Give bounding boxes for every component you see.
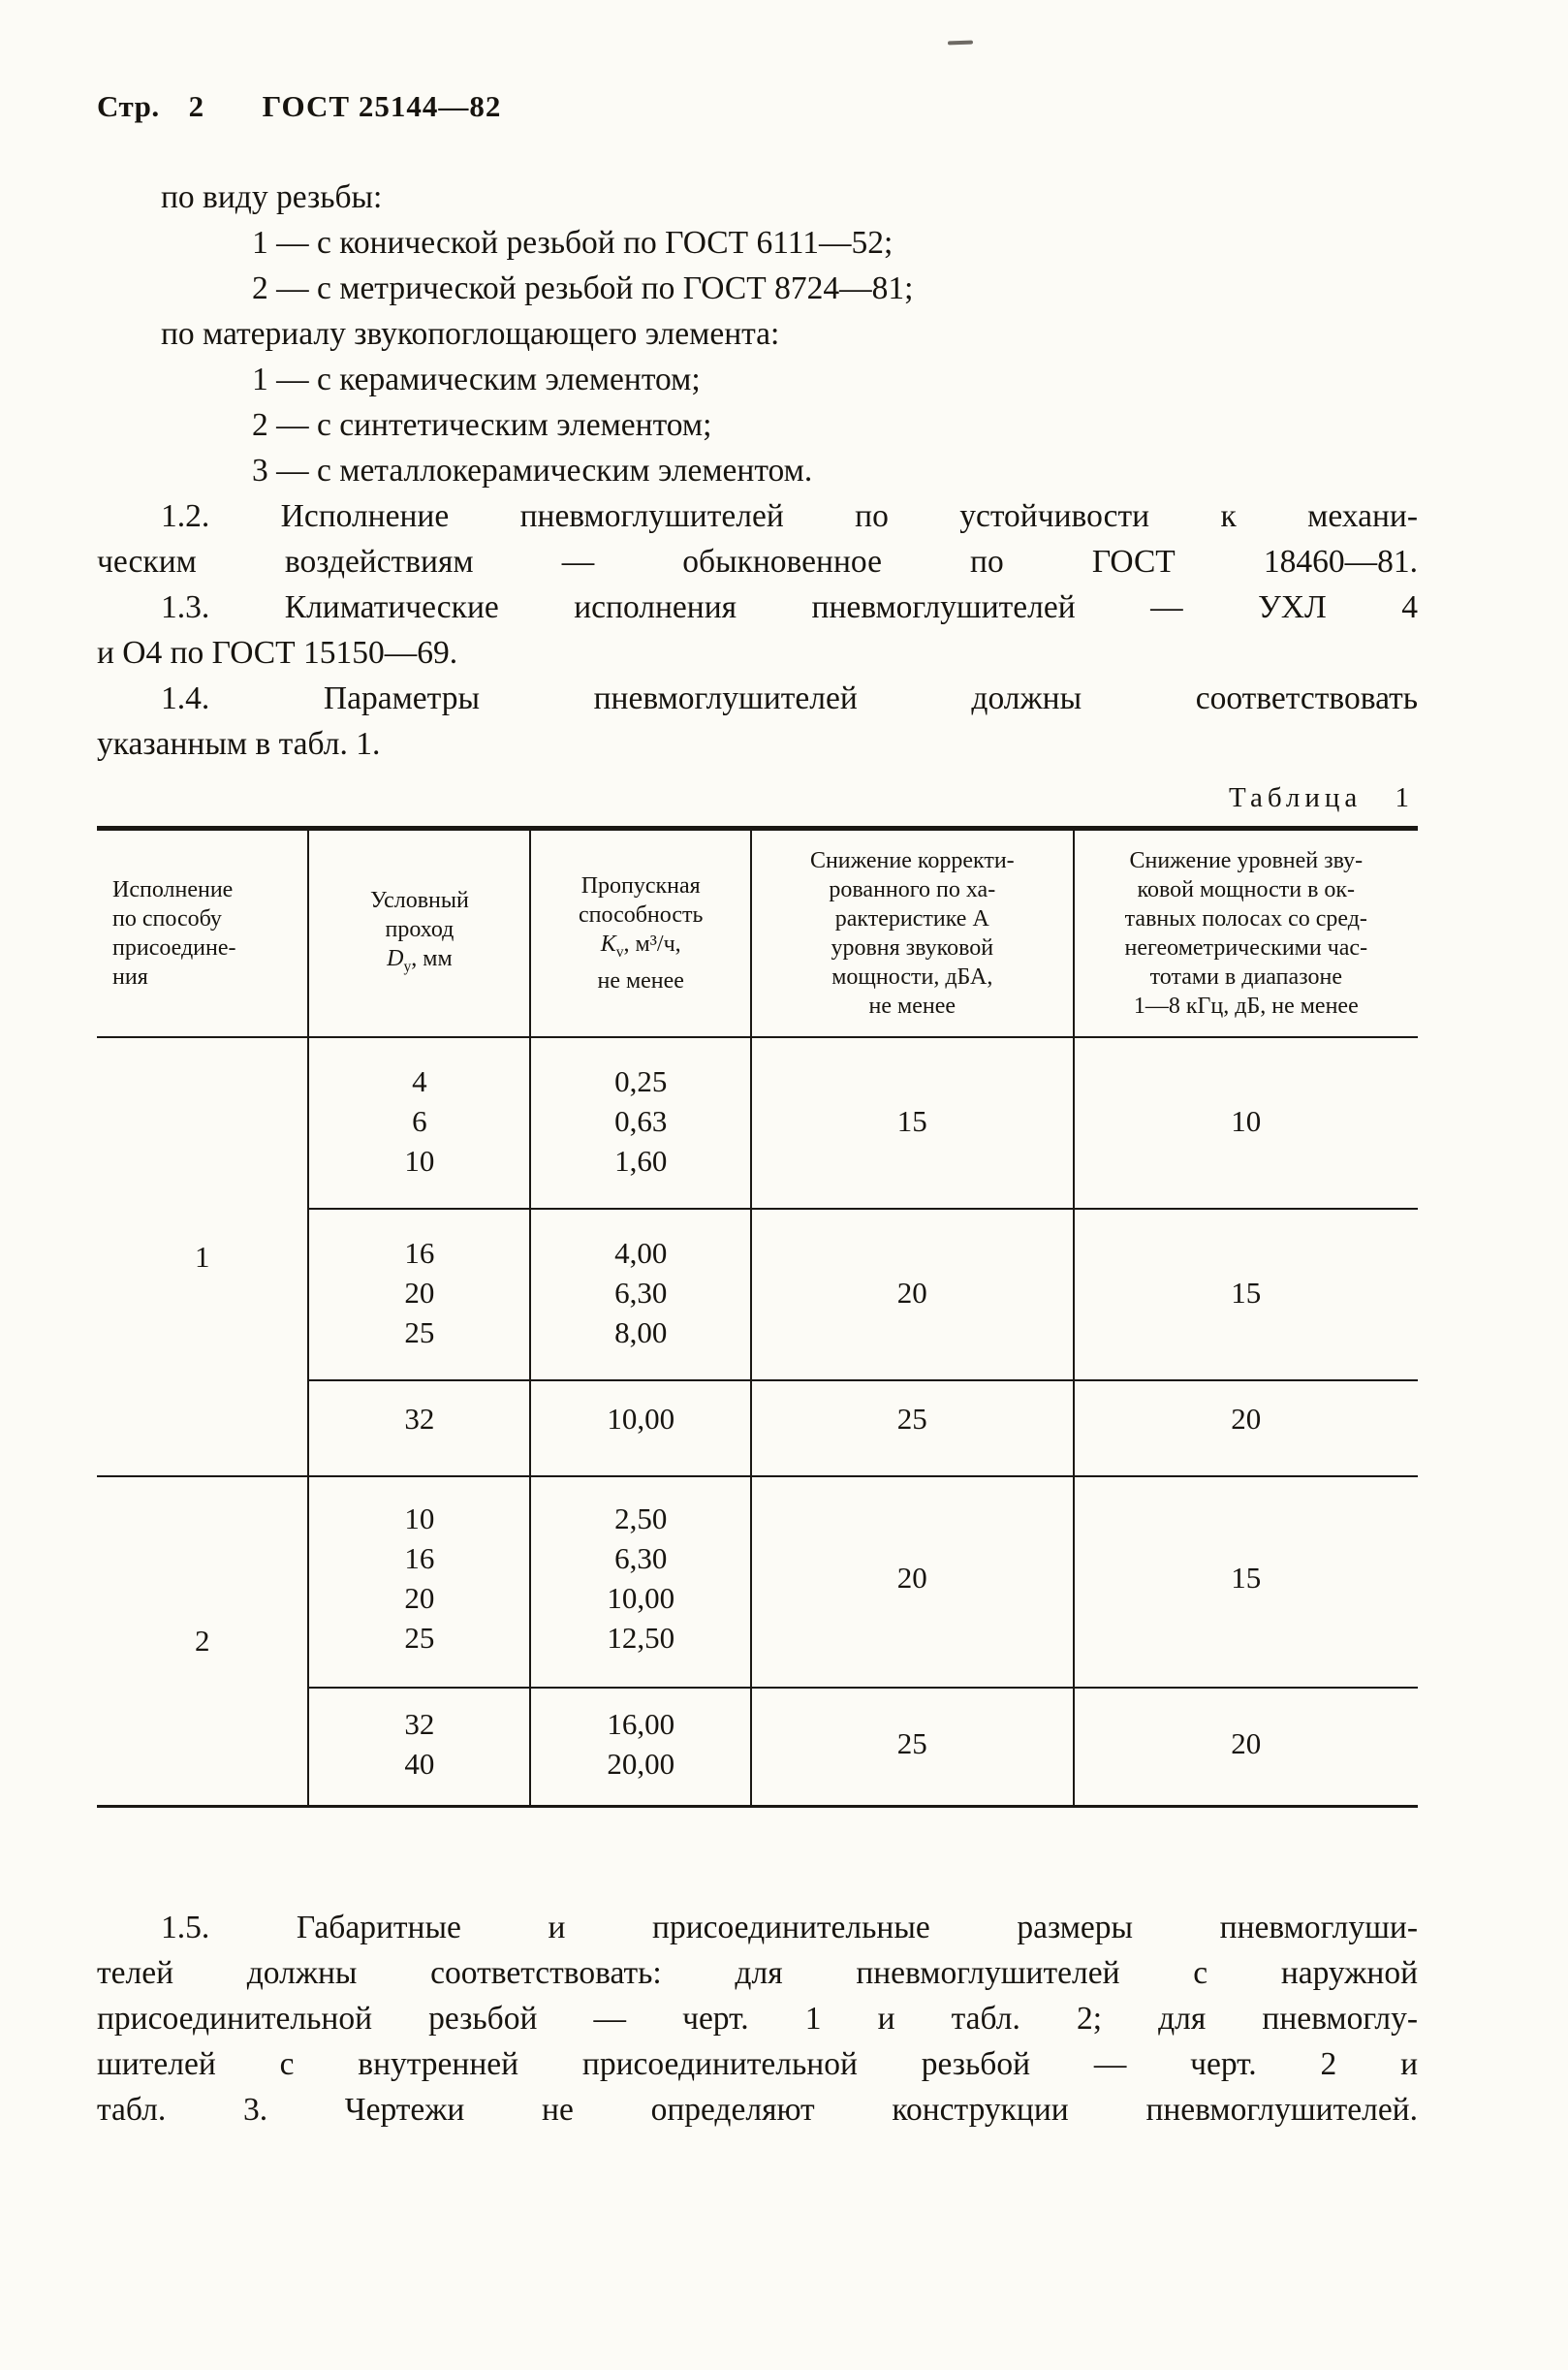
db-value: 20	[1075, 1687, 1418, 1805]
document-code: ГОСТ 25144—82	[262, 89, 502, 123]
closing-line-2: телей должны соответствовать: для пневмоглушителей с наружной	[97, 1955, 1418, 1991]
dba-value: 20	[752, 1208, 1075, 1379]
body-line-10: 1.3. Климатические исполнения пневмоглушителей — УХЛ 4	[161, 589, 1418, 625]
closing-text	[97, 1905, 1418, 2133]
body-line-7: 3 — с металлокерамическим элементом.	[252, 453, 813, 489]
table-caption: Таблица 1	[1228, 782, 1414, 813]
scan-artifact-mark	[948, 41, 973, 46]
bore-values: 4 6 10	[309, 1038, 531, 1208]
capacity-values: 10,00	[531, 1379, 752, 1475]
body-line-13: указанным в табл. 1.	[97, 726, 381, 762]
dba-value: 25	[752, 1687, 1075, 1805]
body-line-3: 2 — с метрической резьбой по ГОСТ 8724—81;	[252, 270, 914, 306]
body-line-11: и О4 по ГОСТ 15150—69.	[97, 635, 458, 671]
closing-line-3: присоединительной резьбой — черт. 1 и табл. 2; для пневмоглу-	[97, 2001, 1418, 2037]
dba-value: 15	[752, 1038, 1075, 1208]
capacity-values: 4,00 6,30 8,00	[531, 1208, 752, 1379]
db-value: 20	[1075, 1379, 1418, 1475]
capacity-values: 16,00 20,00	[531, 1687, 752, 1805]
page-header	[97, 89, 1418, 124]
dba-value: 20	[752, 1475, 1075, 1687]
capacity-values: 0,25 0,63 1,60	[531, 1038, 752, 1208]
body-text	[97, 174, 1418, 767]
column-header-execution: Исполнение по способу присоедине- ния	[97, 831, 309, 1038]
closing-line-4: шителей с внутренней присоединительной резьбой — черт. 2 и	[97, 2046, 1418, 2082]
body-line-12: 1.4. Параметры пневмоглушителей должны соответствовать	[161, 680, 1418, 716]
page-label: Стр.	[97, 89, 160, 123]
body-line-8: 1.2. Исполнение пневмоглушителей по устойчивости к механи-	[161, 498, 1418, 534]
column-header-db-reduction: Снижение уровней зву- ковой мощности в ок- тавных полосах со сред- негеометрическими час- тотами в диапазоне 1—8 кГц, дБ, не менее	[1075, 831, 1418, 1038]
closing-line-5: табл. 3. Чертежи не определяют конструкции пневмоглушителей.	[97, 2092, 1418, 2128]
page-number: 2	[188, 89, 204, 123]
body-line-5: 1 — с керамическим элементом;	[252, 362, 701, 397]
bore-values: 16 20 25	[309, 1208, 531, 1379]
column-header-capacity: Пропускная способность $K_v$, м³/ч, не менее	[531, 831, 752, 1038]
body-line-2: 1 — с конической резьбой по ГОСТ 6111—52;	[252, 225, 894, 261]
bore-values: 32	[309, 1379, 531, 1475]
body-line-4: по материалу звукопоглощающего элемента:	[161, 316, 780, 352]
execution-value: 1	[97, 1038, 309, 1475]
bore-values: 32 40	[309, 1687, 531, 1805]
body-line-6: 2 — с синтетическим элементом;	[252, 407, 712, 443]
body-line-9: ческим воздействиям — обыкновенное по ГОСТ 18460—81.	[97, 544, 1418, 580]
column-header-dba-reduction: Снижение корректи- рованного по ха- рактеристике А уровня звуковой мощности, дБА, не менее	[752, 831, 1075, 1038]
column-header-bore: Условный проход $D_у$, мм	[309, 831, 531, 1038]
dba-value: 25	[752, 1379, 1075, 1475]
body-line-1: по виду резьбы:	[161, 179, 383, 215]
closing-line-1: 1.5. Габаритные и присоединительные размеры пневмоглуши-	[161, 1910, 1418, 1945]
db-value: 15	[1075, 1475, 1418, 1687]
capacity-values: 2,50 6,30 10,00 12,50	[531, 1475, 752, 1687]
db-value: 10	[1231, 1103, 1262, 1138]
bore-values: 10 16 20 25	[309, 1475, 531, 1687]
execution-value: 2	[97, 1475, 309, 1805]
db-value: 15	[1075, 1208, 1418, 1379]
parameters-table	[97, 826, 1418, 1808]
